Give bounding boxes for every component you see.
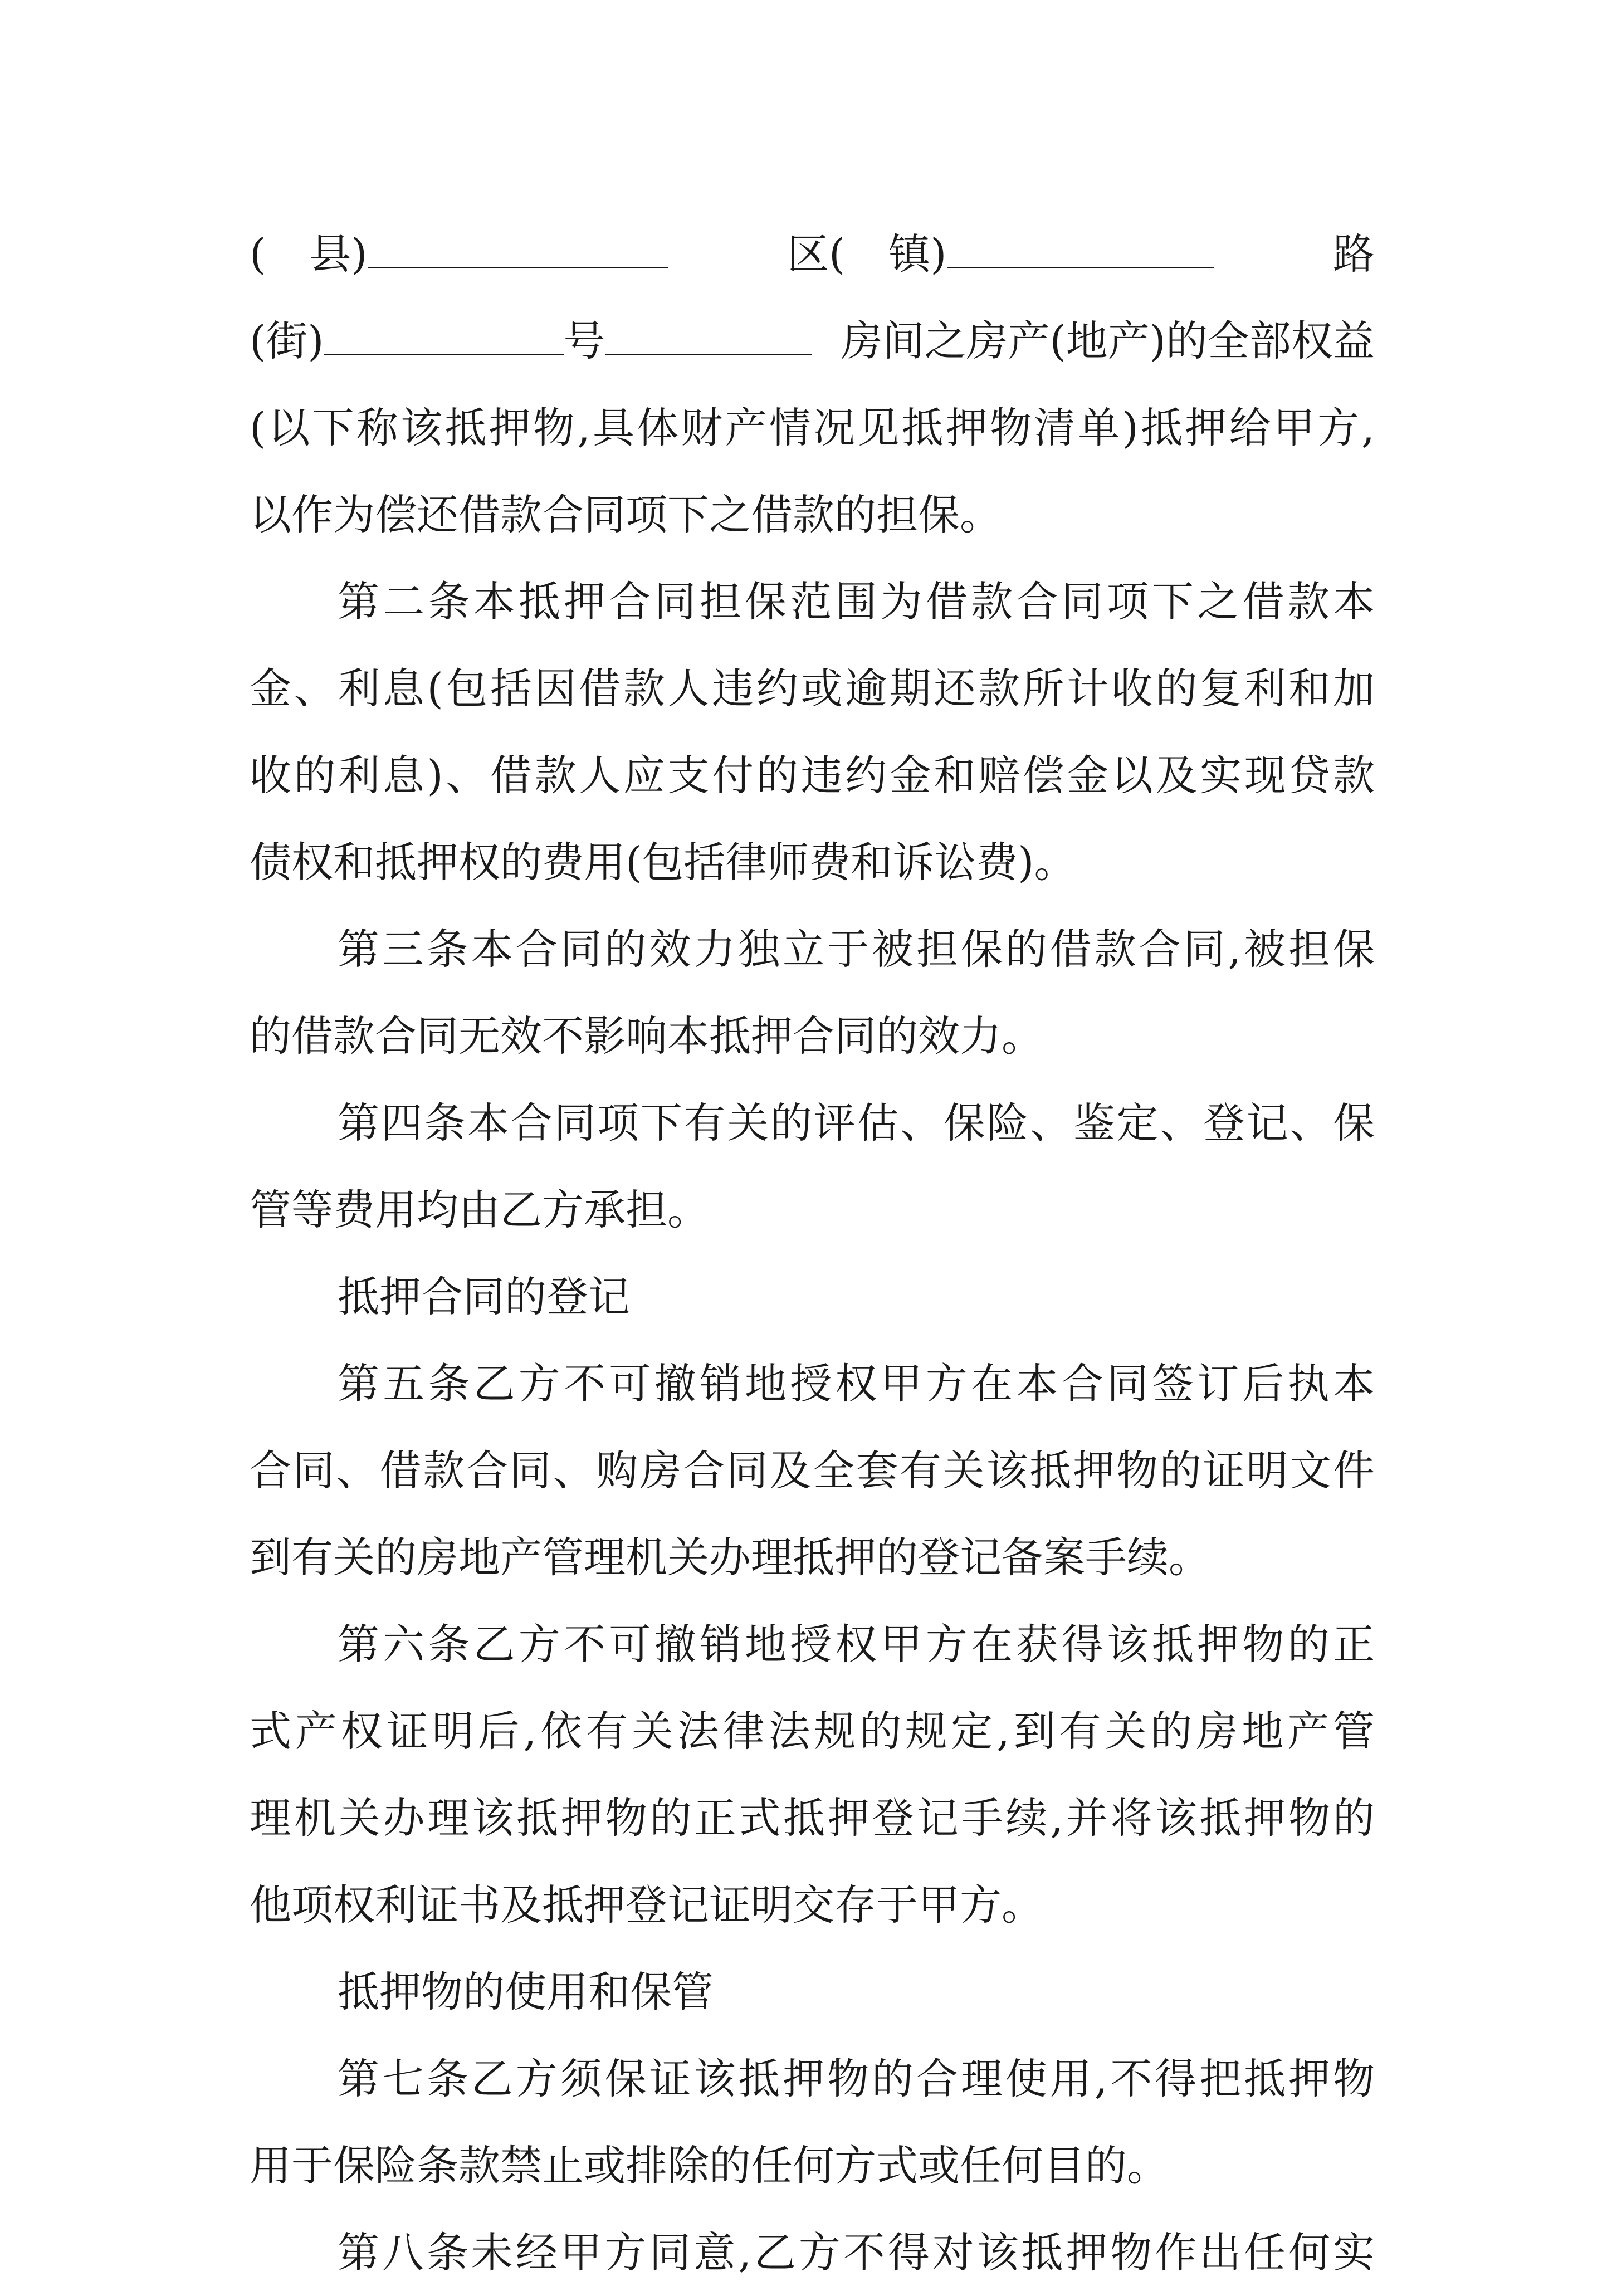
property-text: 房间之房产(地产)的全部权益 (841, 316, 1375, 365)
article-8-line-1: 第八条未经甲方同意,乙方不得对该抵押物作出任何实 (338, 2228, 1375, 2277)
county-label: 县 (309, 229, 351, 279)
article-3-line-1: 第三条本合同的效力独立于被担保的借款合同,被担保 (338, 925, 1375, 974)
article-2-line-1: 第二条本抵押合同担保范围为借款合同项下之借款本 (338, 577, 1375, 626)
address-line-1 (250, 211, 1375, 297)
article-7-line-2: 用于保险条款禁止或排除的任何方式或任何目的。 (250, 2141, 1169, 2190)
town-label: 镇 (888, 229, 931, 279)
article-6-line-3: 理机关办理该抵押物的正式抵押登记手续,并将该抵押物的 (250, 1794, 1375, 1843)
text-line-3: (以下称该抵押物,具体财产情况见抵押物清单)抵押给甲方, (250, 403, 1375, 452)
article-4-line-2: 管等费用均由乙方承担。 (250, 1185, 710, 1234)
article-4-line-1: 第四条本合同项下有关的评估、保险、鉴定、登记、保 (338, 1098, 1375, 1147)
article-5-line-1: 第五条乙方不可撤销地授权甲方在本合同签订后执本 (338, 1359, 1375, 1408)
district-label: 区 (787, 229, 829, 279)
number-blank (605, 309, 812, 355)
article-5-line-2: 合同、借款合同、购房合同及全套有关该抵押物的证明文件 (250, 1446, 1375, 1495)
article-5-line-3: 到有关的房地产管理机关办理抵押的登记备案手续。 (250, 1533, 1211, 1582)
road-label: 路 (1332, 229, 1375, 279)
article-2-line-3: 收的利息)、借款人应支付的违约金和赔偿金以及实现贷款 (250, 751, 1375, 800)
article-6-line-2: 式产权证明后,依有关法律法规的规定,到有关的房地产管 (250, 1707, 1375, 1756)
section-heading-use-custody: 抵押物的使用和保管 (338, 1967, 714, 2016)
district-segment: 区 ( 镇 ) (787, 211, 1214, 297)
article-6-line-1: 第六条乙方不可撤销地授权甲方在获得该抵押物的正 (338, 1620, 1375, 1669)
county-segment: ( 县 ) (250, 211, 668, 297)
section-heading-registration: 抵押合同的登记 (338, 1272, 631, 1321)
article-2-line-4: 债权和抵押权的费用(包括律师费和诉讼费)。 (250, 838, 1076, 887)
street-label: (街) (250, 316, 324, 365)
address-line-2 (250, 297, 1375, 384)
article-3-line-2: 的借款合同无效不影响本抵押合同的效力。 (250, 1012, 1044, 1061)
article-7-line-1: 第七条乙方须保证该抵押物的合理使用,不得把抵押物 (338, 2054, 1375, 2103)
article-2-line-2: 金、利息(包括因借款人违约或逾期还款所计收的复利和加 (250, 664, 1375, 713)
town-blank (947, 222, 1214, 268)
article-6-line-4: 他项权利证书及抵押登记证明交存于甲方。 (250, 1880, 1044, 1929)
document-page (250, 211, 1375, 2296)
text-line-4: 以作为偿还借款合同项下之借款的担保。 (250, 490, 1002, 539)
county-blank (368, 222, 668, 268)
street-blank (324, 309, 564, 355)
number-label: 号 (563, 316, 605, 365)
